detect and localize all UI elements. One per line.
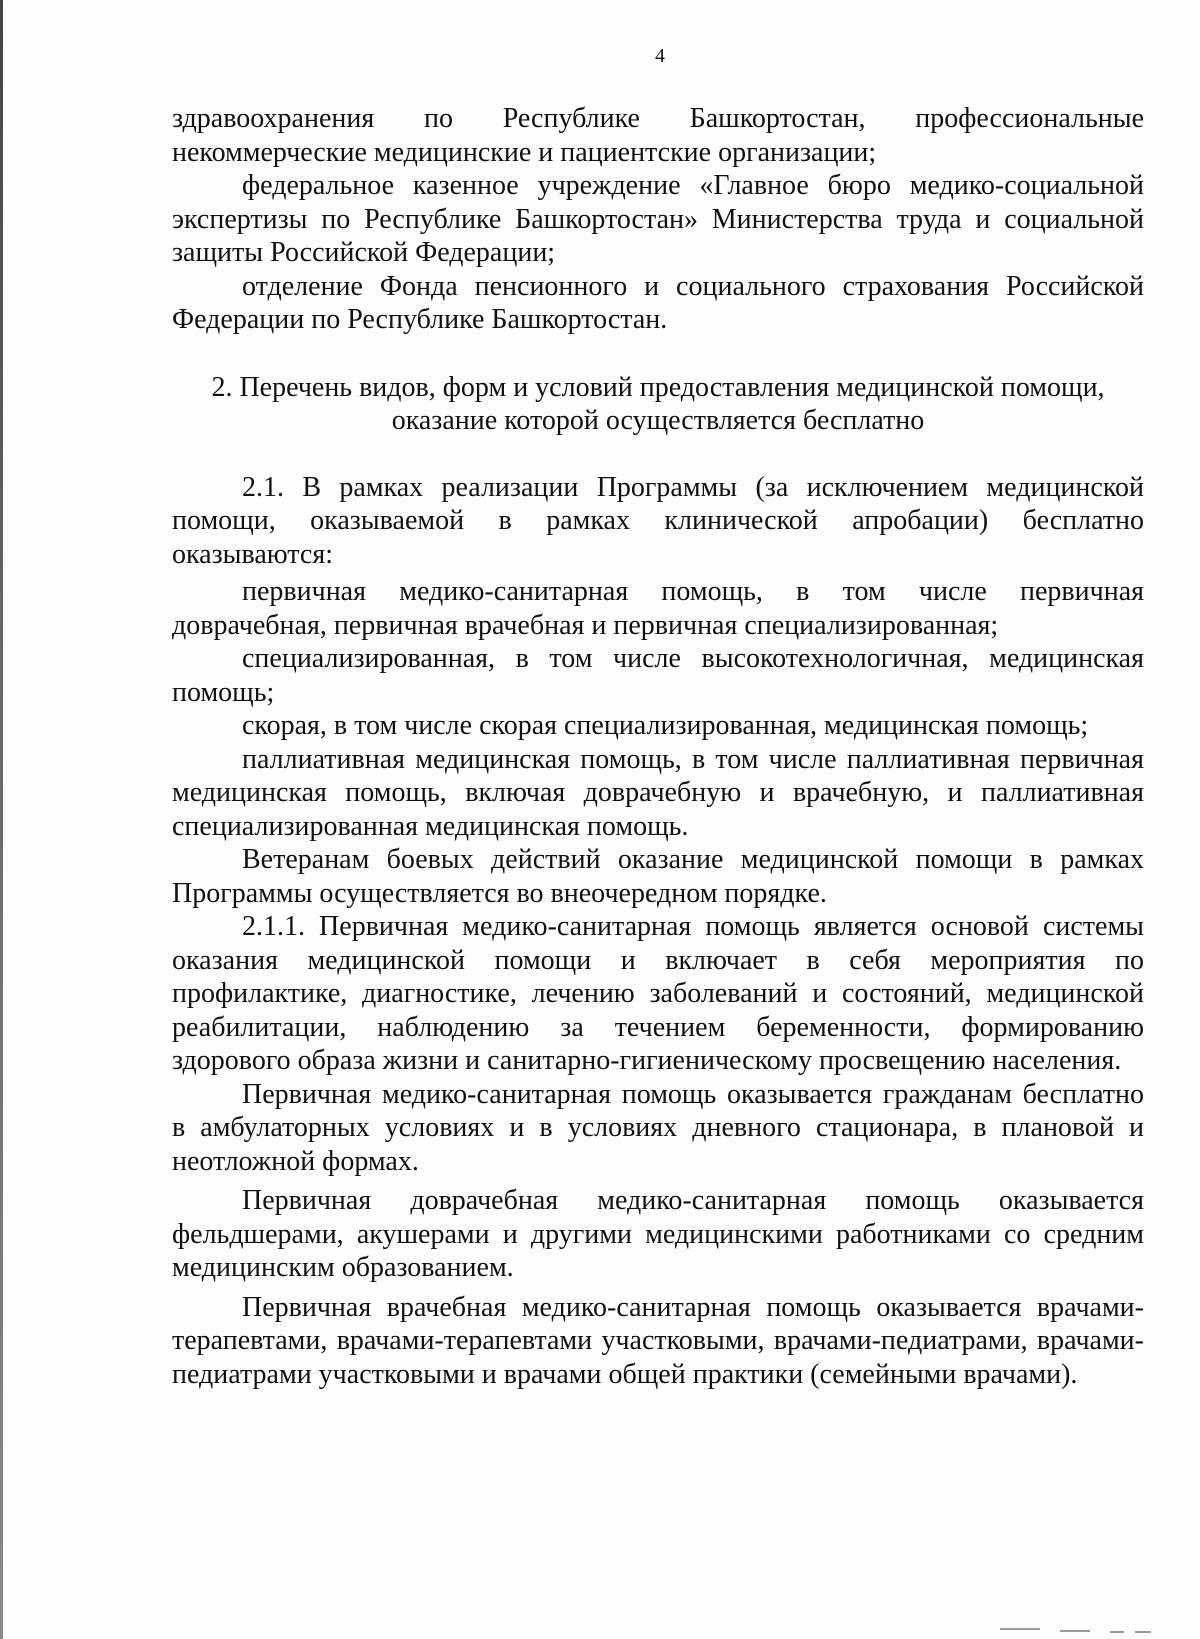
scan-artifact-mark [1060,1630,1090,1632]
paragraph-veterans: Ветеранам боевых действий оказание медицинской помощи в рамках Программы осуществляется во внеочередном порядке. [172,844,1144,909]
document-body [172,102,1144,1391]
paragraph-primary-prephysician: Первичная доврачебная медико-санитарная помощь оказывается фельдшерами, акушерами и другими медицинскими работниками со средним медицинским образованием. [172,1185,1144,1283]
paragraph-continuation: здравоохранения по Республике Башкортостан, профессиональные некоммерческие медицинские и пациентские организации; [172,103,1144,168]
section-heading: 2. Перечень видов, форм и условий предоставления медицинской помощи, оказание которой осуществляется бесплатно [211,371,1105,436]
scan-artifact-mark [1135,1631,1151,1633]
paragraph-emergency-care: скорая, в том числе скорая специализированная, медицинская помощь; [242,710,1089,741]
scan-artifact-mark [1000,1628,1040,1630]
scan-edge-line [0,0,3,1639]
paragraph-fku-bureau: федеральное казенное учреждение «Главное бюро медико-социальной экспертизы по Республике Башкортостан» Министерства труда и социальной защиты Российской Федерации; [172,170,1144,268]
page-number: 4 [655,45,665,67]
paragraph-palliative-care: паллиативная медицинская помощь, в том числе паллиативная первичная медицинская помощь, включая доврачебную и врачебную, и паллиативная специализированная медицинская помощь. [172,743,1144,842]
paragraph-2-1: 2.1. В рамках реализации Программы (за исключением медицинской помощи, оказываемой в рамках клинической апробации) бесплатно оказываются: [172,471,1144,570]
paragraph-specialized-care: специализированная, в том числе высокотехнологичная, медицинская помощь; [172,643,1144,708]
paragraph-2-1-1: 2.1.1. Первичная медико-санитарная помощь является основой системы оказания медицинской помощи и включает в себя мероприятия по профилактике, диагностике, лечению заболеваний и состояний, медицинской реабилитации, наблюдению за течением беременности, формированию здорового образа жизни и санитарно-гигиеническому просвещению населения. [172,911,1144,1076]
paragraph-primary-physician: Первичная врачебная медико-санитарная помощь оказывается врачами-терапевтами, врачами-терапевтами участковыми, врачами-педиатрами, врачами-педиатрами участковыми и врачами общей практики (семейными врачами). [172,1291,1144,1390]
paragraph-primary-free: Первичная медико-санитарная помощь оказывается гражданам бесплатно в амбулаторных условиях и в условиях дневного стационара, в плановой и неотложной формах. [172,1078,1144,1177]
paragraph-primary-care: первичная медико-санитарная помощь, в том числе первичная доврачебная, первичная врачебная и первичная специализированная; [172,576,1144,641]
scan-artifact-mark [1110,1631,1124,1633]
paragraph-pension-fund: отделение Фонда пенсионного и социального страхования Российской Федерации по Республике Башкортостан. [172,270,1144,335]
